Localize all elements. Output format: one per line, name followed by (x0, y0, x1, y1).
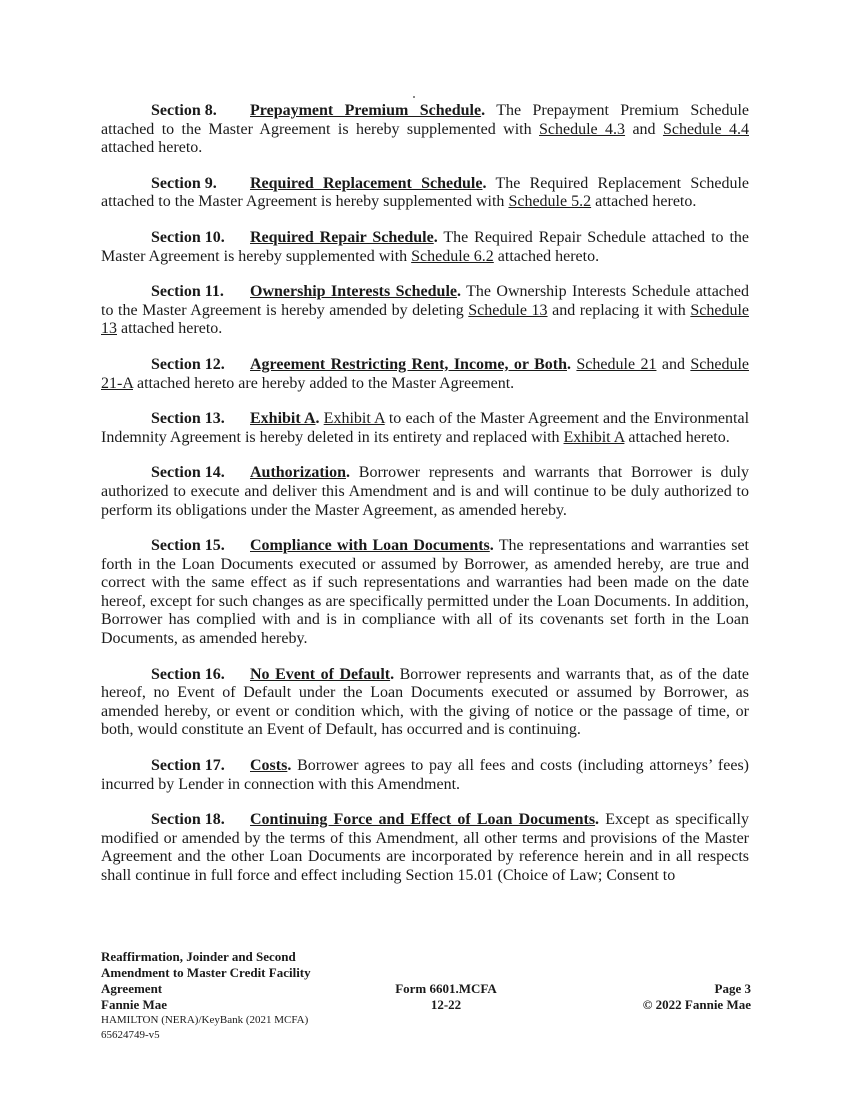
section-number: Section 8. (151, 102, 217, 119)
section-paragraph (101, 229, 749, 266)
section-text: The representations and warranties set forth in the Loan Documents executed or assumed by Borrower, as amended hereby, are true and correct with the same effect as if such representations and warranties had been made on the date hereof, except for such changes as are specifically permitted under the Loan Documents. In addition, Borrower has complied with and is in compliance with all of its covenants set forth in the Loan Documents, as amended hereby. (101, 537, 749, 648)
footer-line: Agreement (101, 981, 163, 996)
section-title: Continuing Force and Effect of Loan Documents (250, 811, 596, 829)
section-text: and (625, 120, 663, 138)
section-text: Borrower represents and warrants that, as of the date hereof, no Event of Default under the Loan Documents executed or assumed by Borrower, as amended hereby, or event or condition which, with the giving of notice or the passage of time, or both, would constitute an Event of Default, has occurred and is continuing. (101, 665, 749, 739)
section-number: Section 12. (151, 355, 225, 373)
section-text: The Prepayment Premium Schedule attached to the Master Agreement is hereby supplemented with (101, 102, 749, 138)
section-title: Exhibit A (250, 410, 316, 428)
section-text: Borrower agrees to pay all fees and costs (including attorneys’ fees) incurred by Lender in connection with this Amendment. (101, 757, 749, 793)
section-number: Section 15. (151, 537, 225, 555)
section-text: The Required Replacement Schedule attached to the Master Agreement is hereby supplemented with (101, 174, 749, 211)
section-title-period: . (489, 537, 494, 555)
section-paragraph (101, 410, 749, 447)
section-title: Prepayment Premium Schedule (250, 102, 482, 119)
section-title: No Event of Default (250, 665, 391, 683)
footer-line: Reaffirmation, Joinder and Second (101, 949, 296, 964)
section-title-period: . (433, 228, 438, 246)
footer-line: Amendment to Master Credit Facility (101, 965, 311, 980)
document-reference: Schedule 13 (101, 301, 750, 338)
section-number: Section 10. (151, 228, 225, 246)
section-text: The Required Repair Schedule attached to the Master Agreement is hereby supplemented with (101, 228, 749, 265)
footer-document-info (101, 949, 341, 1043)
footer-doc-id: 65624749-v5 (101, 1029, 160, 1041)
document-reference: Schedule 5.2 (508, 193, 592, 211)
page-footer (101, 949, 751, 1049)
section-paragraph (101, 537, 749, 649)
section-title-period: . (481, 102, 486, 119)
section-paragraph (101, 464, 749, 520)
section-title: Ownership Interests Schedule (250, 283, 457, 301)
section-text: and (656, 355, 691, 373)
section-text: attached hereto. (624, 428, 730, 446)
section-text: The Ownership Interests Schedule attached to the Master Agreement is hereby amended by deleting (101, 283, 749, 319)
footer-form-date: 12-22 (430, 997, 462, 1012)
section-title-period: . (287, 757, 292, 775)
section-number: Section 17. (151, 757, 225, 775)
document-reference: Schedule 4.3 (539, 120, 626, 138)
section-title-period: . (595, 811, 600, 829)
footer-matter-ref: HAMILTON (NERA)/KeyBank (2021 MCFA) (101, 1014, 309, 1026)
page-number: Page 3 (714, 981, 751, 996)
section-text: to each of the Master Agreement and the Environmental Indemnity Agreement is hereby deleted in its entirety and replaced with (101, 410, 750, 446)
document-reference: Schedule 21-A (101, 355, 750, 392)
section-paragraph (101, 175, 749, 212)
section-text: attached hereto. (591, 193, 697, 211)
section-number: Section 11. (151, 283, 224, 301)
footer-form-info (366, 981, 526, 1013)
section-paragraph (101, 356, 749, 393)
section-text: attached hereto. (117, 320, 223, 338)
section-title: Required Replacement Schedule (250, 174, 483, 192)
document-reference: Schedule 13 (468, 301, 548, 319)
section-text: attached hereto are hereby added to the Master Agreement. (133, 374, 515, 392)
section-number: Section 16. (151, 665, 225, 683)
section-title: Compliance with Loan Documents (250, 537, 490, 555)
section-text: and replacing it with (547, 301, 691, 319)
section-text: Borrower represents and warrants that Borrower is duly authorized to execute and deliver this Amendment and is and will continue to be duly authorized to perform its obligations under the Master Agreement, as amended hereby. (101, 464, 749, 519)
footer-line: Fannie Mae (101, 997, 168, 1012)
section-number: Section 9. (151, 174, 217, 192)
document-reference: Schedule 4.4 (662, 120, 749, 138)
section-title-period: . (315, 410, 320, 428)
document-reference: Exhibit A (563, 428, 625, 446)
section-text: attached hereto. (493, 247, 600, 265)
scan-mark (413, 96, 415, 98)
section-title: Agreement Restricting Rent, Income, or Both (250, 355, 567, 373)
section-title-period: . (390, 665, 395, 683)
section-paragraph (101, 666, 749, 740)
section-title-period: . (457, 283, 461, 301)
section-paragraph (101, 757, 749, 794)
copyright: © 2022 Fannie Mae (642, 997, 751, 1012)
document-reference: Schedule 6.2 (411, 247, 494, 265)
document-body (101, 102, 749, 903)
section-text: Except as specifically modified or amended by the terms of this Amendment, all other terms and provisions of the Master Agreement and the other Loan Documents are incorporated by reference herein and in all respects shall continue in full force and effect including Section 15.01 (Choice of Law; Consent to (101, 811, 749, 884)
section-title: Costs (250, 757, 288, 775)
section-number: Section 14. (151, 464, 225, 482)
section-title-period: . (567, 355, 571, 373)
section-title: Required Repair Schedule (250, 228, 434, 246)
document-reference: Schedule 21 (576, 355, 657, 373)
section-number: Section 13. (151, 410, 225, 428)
section-paragraph (101, 283, 749, 339)
section-title-period: . (482, 174, 487, 192)
footer-form-number: Form 6601.MCFA (395, 981, 497, 996)
footer-page-info (643, 981, 751, 1013)
document-reference: Exhibit A (323, 410, 385, 428)
section-paragraph (101, 811, 749, 885)
section-paragraph (101, 102, 749, 158)
section-title: Authorization (250, 464, 346, 482)
section-title-period: . (346, 464, 350, 482)
section-text: attached hereto. (101, 139, 203, 157)
section-number: Section 18. (151, 811, 225, 829)
